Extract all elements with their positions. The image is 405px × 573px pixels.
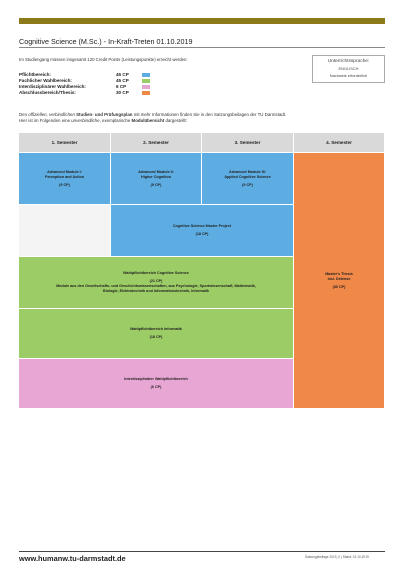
description-segment: , exemplarische (99, 117, 132, 123)
module-credits: (21 CP) (149, 279, 163, 283)
advanced-module-3 (202, 153, 294, 205)
credit-color-swatch (142, 91, 150, 95)
module-detail: Module aus den Gesellschafts- und Geschichtswissenschaften, aus Psychologie, Sportwissenschaft, Mathematik, (56, 284, 256, 288)
module-credits: (18 CP) (149, 335, 163, 339)
language-value: ENGLISCH (338, 66, 359, 71)
elective-cognitive-science (19, 257, 294, 309)
credit-label: Abschlussbereich/Thesis: (19, 90, 76, 95)
semester-header-2: 2. Semester (111, 133, 202, 153)
description-bold: Modulübersicht (131, 117, 165, 123)
semester-header-1: 1. Semester (19, 133, 111, 153)
module-detail: Biologie, Elektrotechnik und Informationstechnik, Informatik (103, 289, 209, 293)
description-bold: Studien- und Prüfungsplan (74, 112, 133, 117)
credit-color-swatch (142, 73, 150, 77)
credit-color-swatch (142, 79, 150, 83)
elective-informatik (19, 309, 294, 359)
module-credits: (6 CP) (150, 385, 162, 389)
language-title: Unterrichtssprache: (327, 59, 370, 64)
page-title: Cognitive Science (M.Sc.) - In-Kraft-Treten 01.10.2019 (19, 37, 193, 46)
module-subtitle: Higher Cognition (141, 174, 171, 179)
description-segment: Den (19, 112, 29, 117)
module-name: Advanced Module II: (138, 169, 174, 174)
credit-label: Interdisziplinärer Wahlbereich: (19, 84, 86, 89)
language-box (312, 55, 385, 83)
module-subtitle: Applied Cognitive Science (224, 174, 271, 179)
module-credits: (18 CP) (195, 232, 209, 236)
footer-divider (19, 551, 385, 552)
credit-value: 45 CP (116, 72, 129, 77)
empty-slot (19, 205, 111, 257)
semester-header-3: 3. Semester (202, 133, 294, 153)
advanced-module-1 (19, 153, 111, 205)
credit-value: 45 CP (116, 78, 129, 83)
footer-meta: Satzungsbeilage 2019_II | Stand: 01.10.2019 (305, 555, 369, 559)
description-emphasis: offiziellen, verbindlichen (28, 112, 75, 117)
footer-url: www.humanw.tu-darmstadt.de (19, 554, 126, 563)
module-name: Master's Thesis (325, 271, 353, 276)
master-project (111, 205, 294, 257)
elective-interdisciplinary (19, 359, 294, 409)
credit-color-swatch (142, 85, 150, 89)
language-note: Nachweis erforderlich (329, 73, 368, 78)
master-thesis (294, 153, 385, 409)
description-segment: mit mehr Informationen finden Sie in den Satzungsbeilagen der TU Darmstadt. (132, 112, 287, 117)
credit-label: Pflichtbereich: (19, 72, 51, 77)
description-segment: Hier ist im Folgenden eine (19, 117, 72, 123)
module-credits: (30 CP) (332, 284, 346, 289)
module-name: Interdisziplinärer Wahlpflichtbereich (124, 377, 188, 381)
module-name: Advanced Module I: (47, 169, 82, 174)
semester-header-4: 4. Semester (294, 133, 385, 153)
intro-text: Im Studiengang müssen insgesamt 120 Credit Points (Leistungspunkte) erreicht werden: (19, 57, 188, 62)
credit-label: Fachlicher Wahlbereich: (19, 78, 72, 83)
advanced-module-2 (111, 153, 202, 205)
description-emphasis: unverbindliche (71, 117, 100, 123)
module-credits: (9 CP) (150, 182, 162, 187)
module-name: Advanced Module III: (229, 169, 266, 174)
module-name: Cognitive Science Master Project (172, 224, 232, 228)
credit-value: 30 CP (116, 90, 129, 95)
module-credits: (9 CP) (242, 182, 253, 187)
module-subtitle: incl. Defense (327, 276, 351, 281)
module-overview-grid (19, 133, 385, 409)
module-name: Wahlpflichtbereich Cognitive Science (123, 271, 189, 275)
module-credits: (9 CP) (59, 182, 70, 187)
description-text (19, 112, 385, 123)
header-bar (19, 18, 385, 24)
description-segment: dargestellt: (164, 117, 187, 123)
credit-value: 6 CP (116, 84, 127, 89)
module-subtitle: Perception and Action (45, 174, 84, 179)
module-name: Wahlpflichtbereich Informatik (130, 327, 182, 331)
title-divider (19, 47, 385, 48)
